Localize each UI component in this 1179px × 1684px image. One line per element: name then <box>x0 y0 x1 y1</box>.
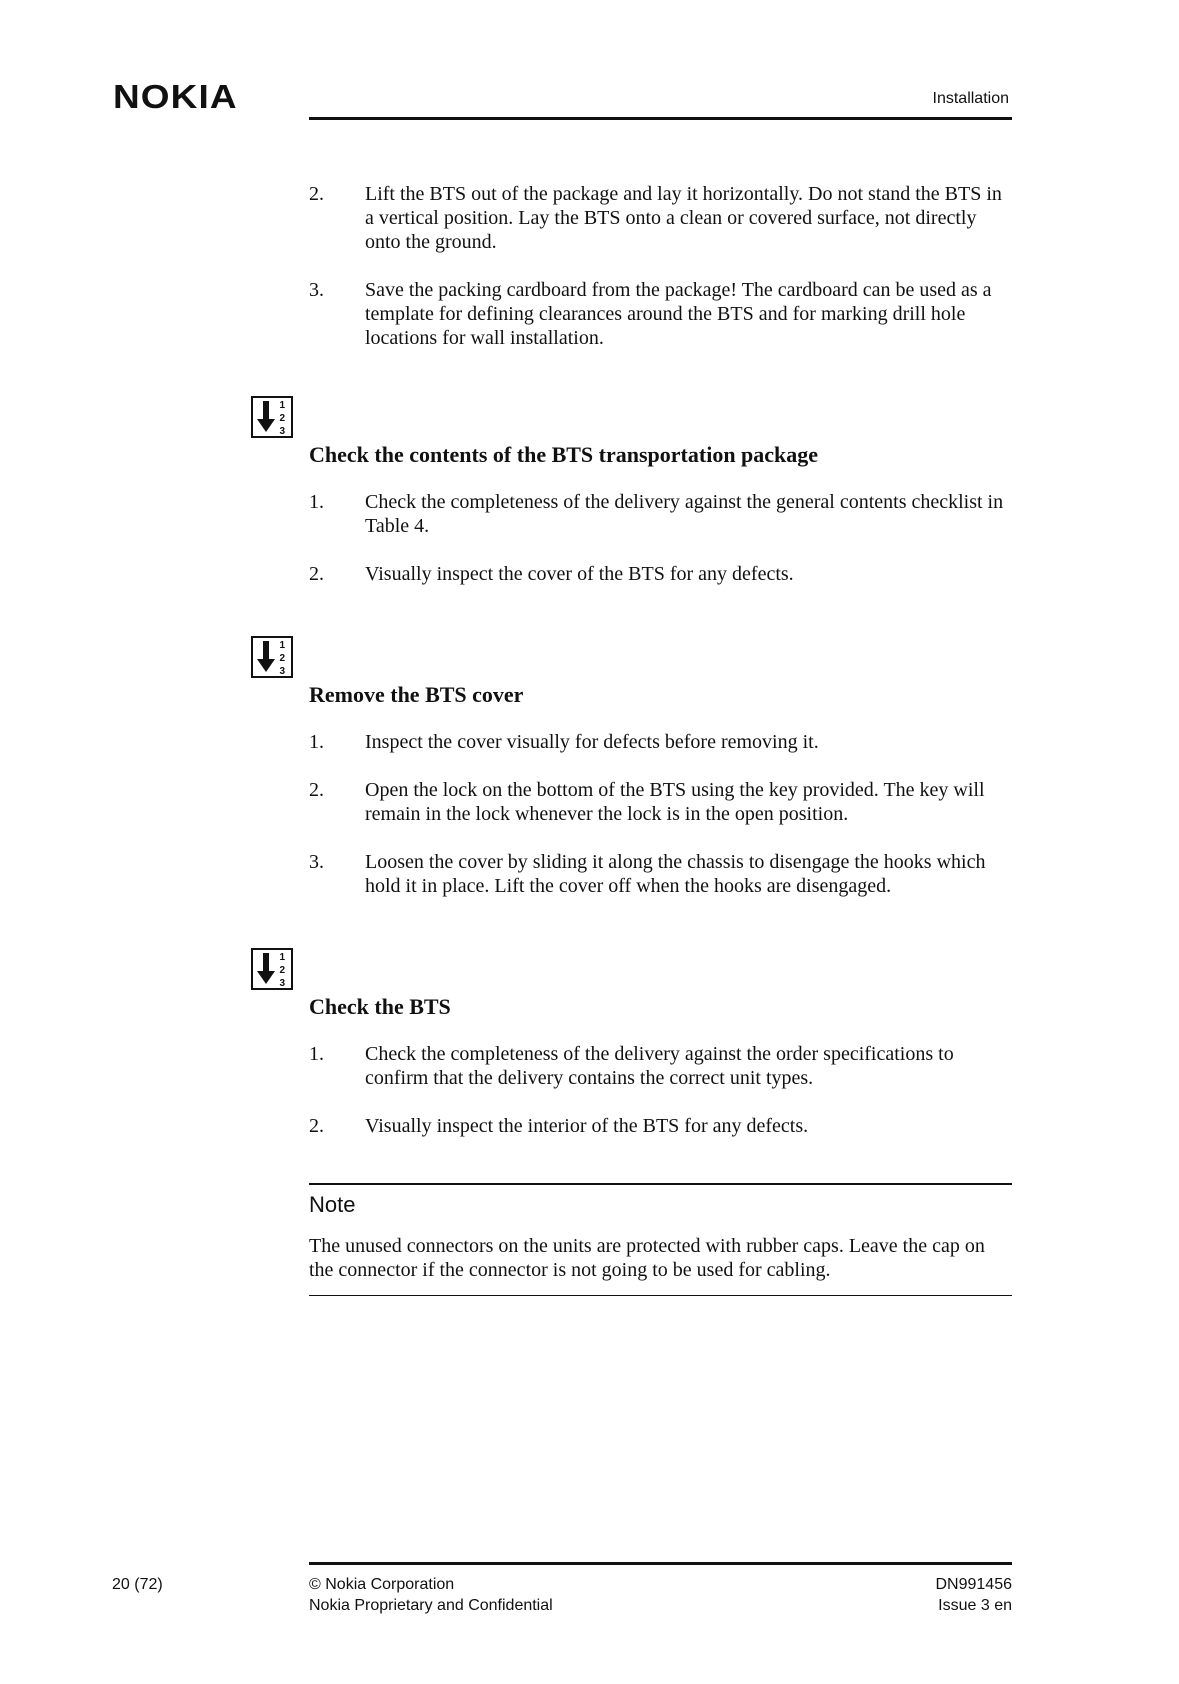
step-digits: 1 2 3 <box>279 640 285 677</box>
header-divider <box>309 117 1012 120</box>
step-text: Save the packing cardboard from the package! The cardboard can be used as a template for defining clearances around the BTS and for marking drill hole locations for wall installation. <box>365 279 992 349</box>
step-text: Open the lock on the bottom of the BTS using the key provided. The key will remain in the lock whenever the lock is in the open position. <box>365 779 985 825</box>
footer-copyright-block <box>309 1574 553 1616</box>
footer-doc-block <box>936 1574 1013 1616</box>
nokia-logo: NOKIA <box>113 78 238 115</box>
step-text: Lift the BTS out of the package and lay it horizontally. Do not stand the BTS in a vertical position. Lay the BTS onto a clean or covered surface, not directly onto the ground. <box>365 183 1002 253</box>
down-arrow-icon <box>257 401 275 433</box>
step-number: 3. <box>309 279 324 301</box>
step-number: 1. <box>309 491 324 513</box>
procedure-section <box>309 442 1012 586</box>
step-number: 2. <box>309 779 324 801</box>
procedure-section <box>309 682 1012 898</box>
step-text: Visually inspect the cover of the BTS for any defects. <box>365 563 794 585</box>
copyright-text: © Nokia Corporation <box>309 1576 455 1593</box>
step-digits: 1 2 3 <box>279 400 285 437</box>
procedure-icon <box>251 636 293 678</box>
note-top-divider <box>309 1183 1012 1185</box>
intro-steps <box>309 182 1012 350</box>
list-item <box>309 778 1012 826</box>
step-number: 3. <box>309 851 324 873</box>
footer-divider <box>309 1562 1012 1565</box>
procedure-section <box>309 994 1012 1138</box>
list-item <box>309 850 1012 898</box>
note-title: Note <box>309 1192 356 1217</box>
step-number: 1. <box>309 1043 324 1065</box>
down-arrow-icon <box>257 641 275 673</box>
list-item <box>309 490 1012 538</box>
step-text: Visually inspect the interior of the BTS for any defects. <box>365 1115 809 1137</box>
procedure-heading: Check the BTS <box>309 994 451 1019</box>
step-number: 2. <box>309 183 324 205</box>
step-number: 1. <box>309 731 324 753</box>
procedure-heading: Check the contents of the BTS transportation package <box>309 442 819 467</box>
step-number: 2. <box>309 563 324 585</box>
header-section-title: Installation <box>932 90 1009 107</box>
step-text: Loosen the cover by sliding it along the chassis to disengage the hooks which hold it in place. Lift the cover off when the hooks are disengaged. <box>365 851 986 897</box>
step-text: Inspect the cover visually for defects before removing it. <box>365 731 819 753</box>
list-item <box>309 1114 1012 1138</box>
procedure-icon <box>251 396 293 438</box>
list-item <box>309 1042 1012 1090</box>
list-item <box>309 730 1012 754</box>
confidential-text: Nokia Proprietary and Confidential <box>309 1597 553 1614</box>
procedure-heading: Remove the BTS cover <box>309 682 524 707</box>
list-item <box>309 278 1012 350</box>
step-number: 2. <box>309 1115 324 1137</box>
document-id: DN991456 <box>935 1576 1012 1593</box>
note-bottom-divider <box>309 1295 1012 1296</box>
list-item <box>309 182 1012 254</box>
issue-number: Issue 3 en <box>938 1597 1012 1614</box>
list-item <box>309 562 1012 586</box>
step-text: Check the completeness of the delivery against the general contents checklist in Table 4. <box>365 491 1004 537</box>
down-arrow-icon <box>257 953 275 985</box>
page-number: 20 (72) <box>112 1576 163 1593</box>
step-digits: 1 2 3 <box>279 952 285 989</box>
note-text: The unused connectors on the units are protected with rubber caps. Leave the cap on the connector if the connector is not going to be used for cabling. <box>309 1235 985 1281</box>
step-text: Check the completeness of the delivery against the order specifications to confirm that the delivery contains the correct unit types. <box>365 1043 954 1089</box>
procedure-icon <box>251 948 293 990</box>
